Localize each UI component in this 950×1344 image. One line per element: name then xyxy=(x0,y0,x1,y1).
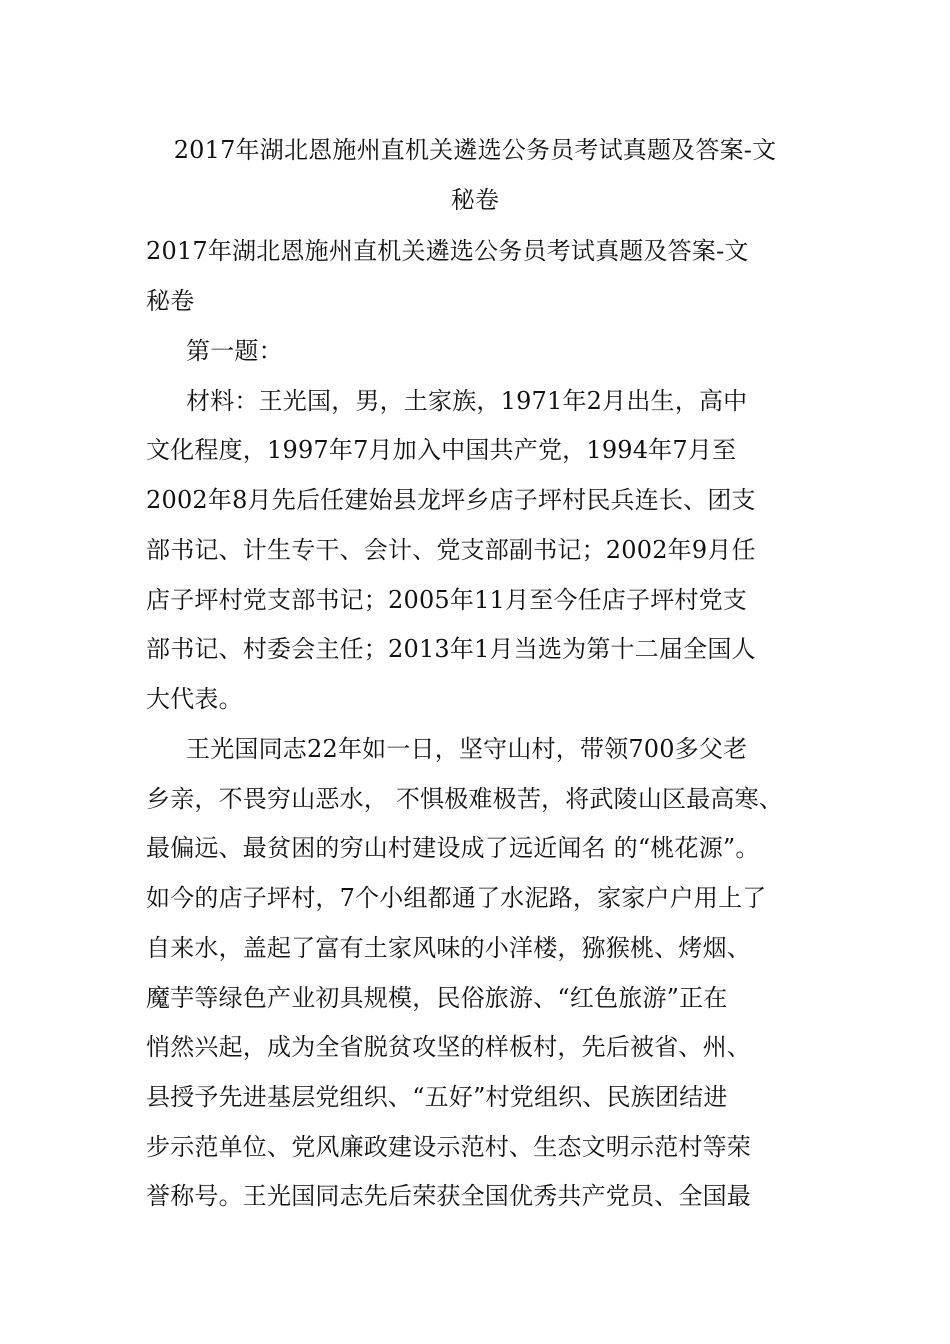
paragraph2-line: 乡亲，不畏穷山恶水， 不惧极难极苦，将武陵山区最高寒、 xyxy=(146,785,784,813)
paragraph1-line: 材料：王光国，男，土家族，1971年2月出生，高中 xyxy=(186,387,748,415)
document-title-line-2: 秘卷 xyxy=(450,186,500,214)
paragraph2-line: 如今的店子坪村，7个小组都通了水泥路，家家户户用上了 xyxy=(146,884,767,912)
paragraph2-line: 王光国同志22年如一日，坚守山村，带领700多父老 xyxy=(186,735,748,763)
paragraph2-line: 魔芋等绿色产业初具规模，民俗旅游、“红色旅游”正在 xyxy=(146,984,728,1012)
heading-line-2: 秘卷 xyxy=(146,287,195,315)
paragraph2-line: 悄然兴起，成为全省脱贫攻坚的样板村，先后被省、州、 xyxy=(146,1033,751,1061)
paragraph2-line: 步示范单位、党风廉政建设示范村、生态文明示范村等荣 xyxy=(146,1133,751,1161)
paragraph1-line: 店子坪村党支部书记；2005年11月至今任店子坪村党支 xyxy=(146,586,748,614)
paragraph1-line: 部书记、村委会主任；2013年1月当选为第十二届全国人 xyxy=(146,635,756,663)
paragraph1-line: 部书记、计生专干、会计、党支部副书记；2002年9月任 xyxy=(146,536,756,564)
paragraph2-line: 誉称号。王光国同志先后荣获全国优秀共产党员、全国最 xyxy=(146,1182,751,1210)
section-label: 第一题： xyxy=(186,337,283,365)
paragraph1-line: 大代表。 xyxy=(146,685,243,713)
heading-line-1: 2017年湖北恩施州直机关遴选公务员考试真题及答案-文 xyxy=(146,237,749,265)
paragraph1-line: 2002年8月先后任建始县龙坪乡店子坪村民兵连长、团支 xyxy=(146,486,756,514)
document-title-line-1: 2017年湖北恩施州直机关遴选公务员考试真题及答案-文 xyxy=(173,136,777,164)
paragraph2-line: 县授予先进基层党组织、“五好”村党组织、民族团结进 xyxy=(146,1083,728,1111)
paragraph2-line: 自来水，盖起了富有土家风味的小洋楼，猕猴桃、烤烟、 xyxy=(146,934,751,962)
paragraph2-line: 最偏远、最贫困的穷山村建设成了远近闻名 的“桃花源”。 xyxy=(146,834,760,862)
paragraph1-line: 文化程度，1997年7月加入中国共产党，1994年7月至 xyxy=(146,436,737,464)
